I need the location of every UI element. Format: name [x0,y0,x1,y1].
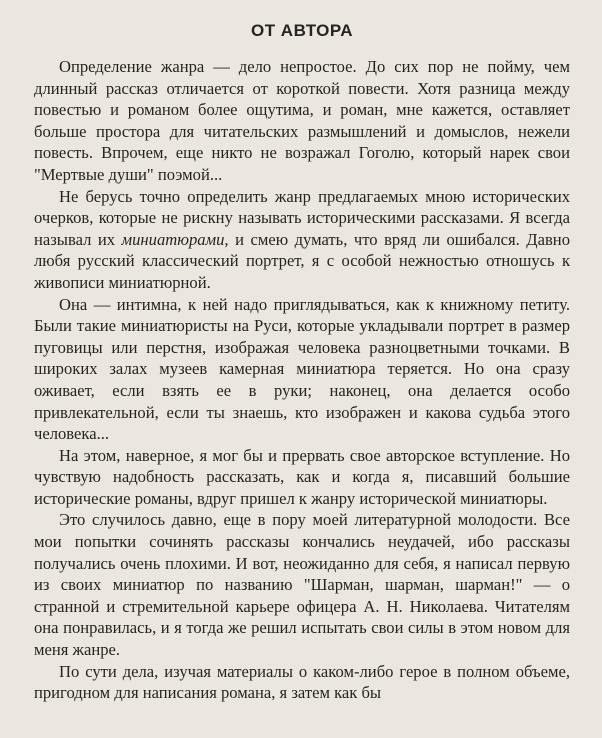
paragraph-1: Определение жанра — дело непростое. До сих пор не пойму, чем длинный рассказ отличается от короткой повести. Хотя разница между повестью и романом более ощутима, и роман, мне кажется, оставляет больше простора для читательских размышлений и домыслов, нежели повесть. Впрочем, еще никто не возражал Гоголю, который нарек свои "Мертвые души" поэмой... [34,57,570,184]
paragraph-6: По сути дела, изучая материалы о каком-либо герое в полном объеме, пригодном для написания романа, я затем как бы [34,661,570,703]
page-title: ОТ АВТОРА [250,21,354,40]
paragraph-2-italic-word: миниатюрами, [121,229,229,249]
paragraph-2 [34,186,570,294]
paragraph-5: Это случилось давно, еще в пору моей литературной молодости. Все мои попытки сочинять рассказы кончались неудачей, ибо рассказы получались очень плохими. И вот, неожиданно для себя, я написал первую из своих миниатюр по названию "Шарман, шарман, шарман!" — о странной и стремительной карьере офицера А. Н. Николаева. Читателям она понравилась, и я тогда же решил испытать свои силы в этом новом для меня жанре. [34,510,570,660]
paragraph-2-text-after: и смею думать, что вряд ли ошибался. Давно любя русский классический портрет, я с особой нежностью отношусь к живописи миниатюрной. [34,229,570,292]
paragraph-4: На этом, наверное, я мог бы и прервать свое авторское вступление. Но чувствую надобность рассказать, как и когда я, писавший большие исторические романы, вдруг пришел к жанру исторической миниатюры. [34,445,570,508]
paragraph-2-text-before: Не берусь точно определить жанр предлагаемых мною исторических очерков, которые не рискну называть историческими рассказами. Я всегда называл их [34,186,570,249]
paragraph-3: Она — интимна, к ней надо приглядываться, как к книжному петиту. Были такие миниатюристы на Руси, которые укладывали портрет в размер пуговицы или перстня, изображая человека разноцветными точками. В широких залах музеев камерная миниатюра теряется. Но она сразу оживает, если взять ее в руки; наконец, она делается особо привлекательной, если ты знаешь, кто изображен и какова судьба этого человека... [34,294,570,444]
